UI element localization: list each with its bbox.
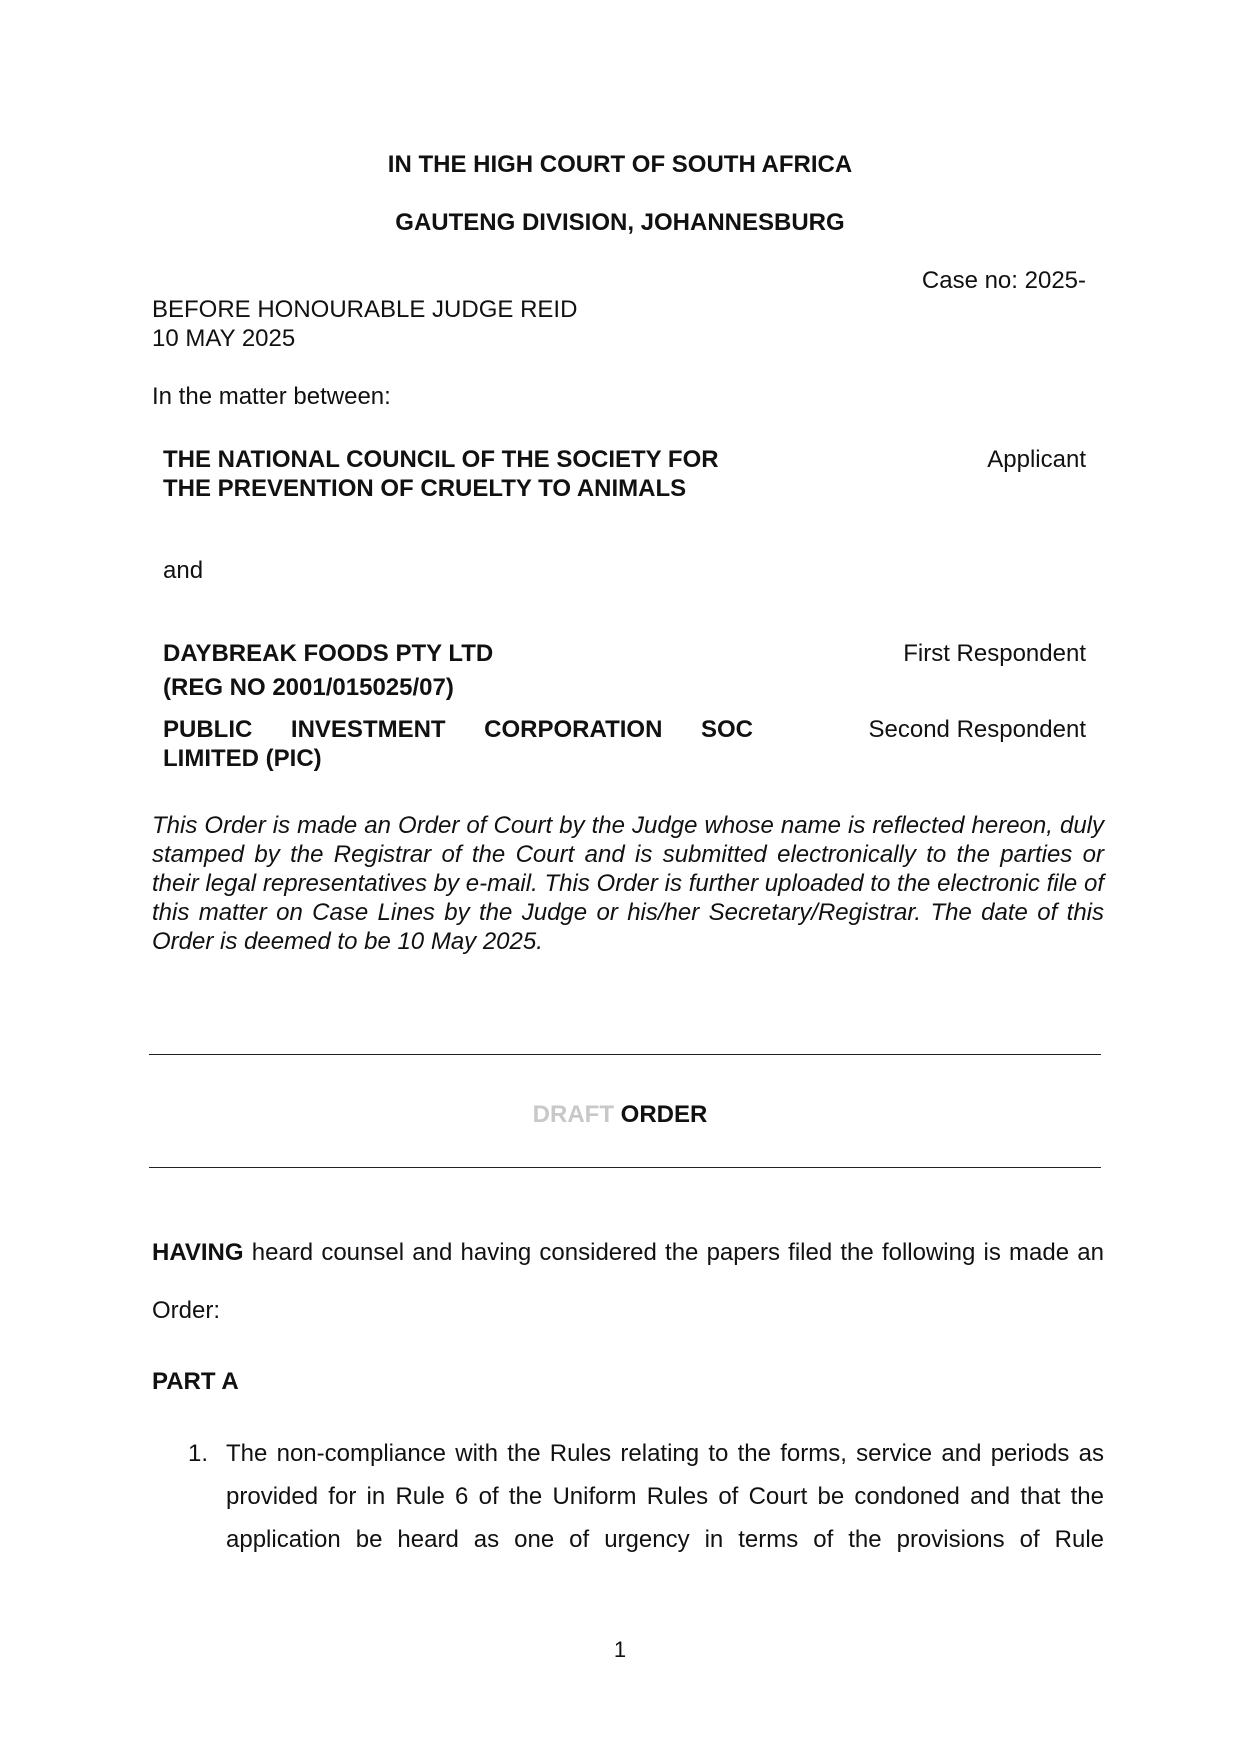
bench-date: 10 MAY 2025 bbox=[152, 325, 296, 352]
order-item bbox=[188, 1432, 1104, 1561]
case-number: Case no: 2025- bbox=[921, 267, 1086, 294]
order-title-text: ORDER bbox=[620, 1101, 708, 1128]
part-a-heading: PART A bbox=[152, 1368, 239, 1395]
preamble-text: heard counsel and having considered the papers filed the following is made an Order: bbox=[152, 1239, 1104, 1324]
second-respondent-name-line1: PUBLIC INVESTMENT CORPORATION SOC bbox=[163, 716, 753, 743]
first-respondent-name: DAYBREAK FOODS PTY LTD bbox=[163, 640, 494, 667]
title-rule-bottom bbox=[149, 1167, 1101, 1168]
order-item-number: 1. bbox=[188, 1440, 209, 1467]
title-rule-top bbox=[149, 1054, 1101, 1055]
draft-watermark-text: DRAFT bbox=[532, 1101, 614, 1128]
first-respondent-role: First Respondent bbox=[903, 640, 1086, 667]
parties-conjunction: and bbox=[163, 557, 204, 584]
preamble-lead: HAVING bbox=[152, 1239, 244, 1266]
applicant-name-line2: THE PREVENTION OF CRUELTY TO ANIMALS bbox=[163, 475, 687, 502]
matter-intro: In the matter between: bbox=[152, 383, 391, 410]
applicant-role: Applicant bbox=[987, 446, 1086, 473]
court-division: GAUTENG DIVISION, JOHANNESBURG bbox=[395, 209, 845, 236]
second-respondent-name-line2: LIMITED (PIC) bbox=[163, 745, 322, 772]
first-respondent-reg-no: (REG NO 2001/015025/07) bbox=[163, 674, 454, 701]
bench-before: BEFORE HONOURABLE JUDGE REID bbox=[152, 296, 578, 323]
second-respondent-role: Second Respondent bbox=[868, 716, 1086, 743]
applicant-name-line1: THE NATIONAL COUNCIL OF THE SOCIETY FOR bbox=[163, 446, 719, 473]
order-notice: This Order is made an Order of Court by the Judge whose name is reflected hereon, duly stamped by the Registrar of the Court and is submitted electronically to the parties or their legal representatives by e-mail. This Order is further uploaded to the electronic file of this matter on Case Lines by the Judge or his/her Secretary/Registrar. The date of this Order is deemed to be 10 May 2025. bbox=[152, 812, 1104, 955]
court-name: IN THE HIGH COURT OF SOUTH AFRICA bbox=[387, 151, 853, 178]
order-item-text: The non-compliance with the Rules relating to the forms, service and periods as provided for in Rule 6 of the Uniform Rules of Court be condoned and that the application be heard as one of urgency in terms of the provisions of Rule bbox=[226, 1440, 1104, 1553]
page-number: 1 bbox=[613, 1637, 627, 1662]
document-title bbox=[0, 1100, 1240, 1130]
preamble bbox=[152, 1224, 1104, 1340]
